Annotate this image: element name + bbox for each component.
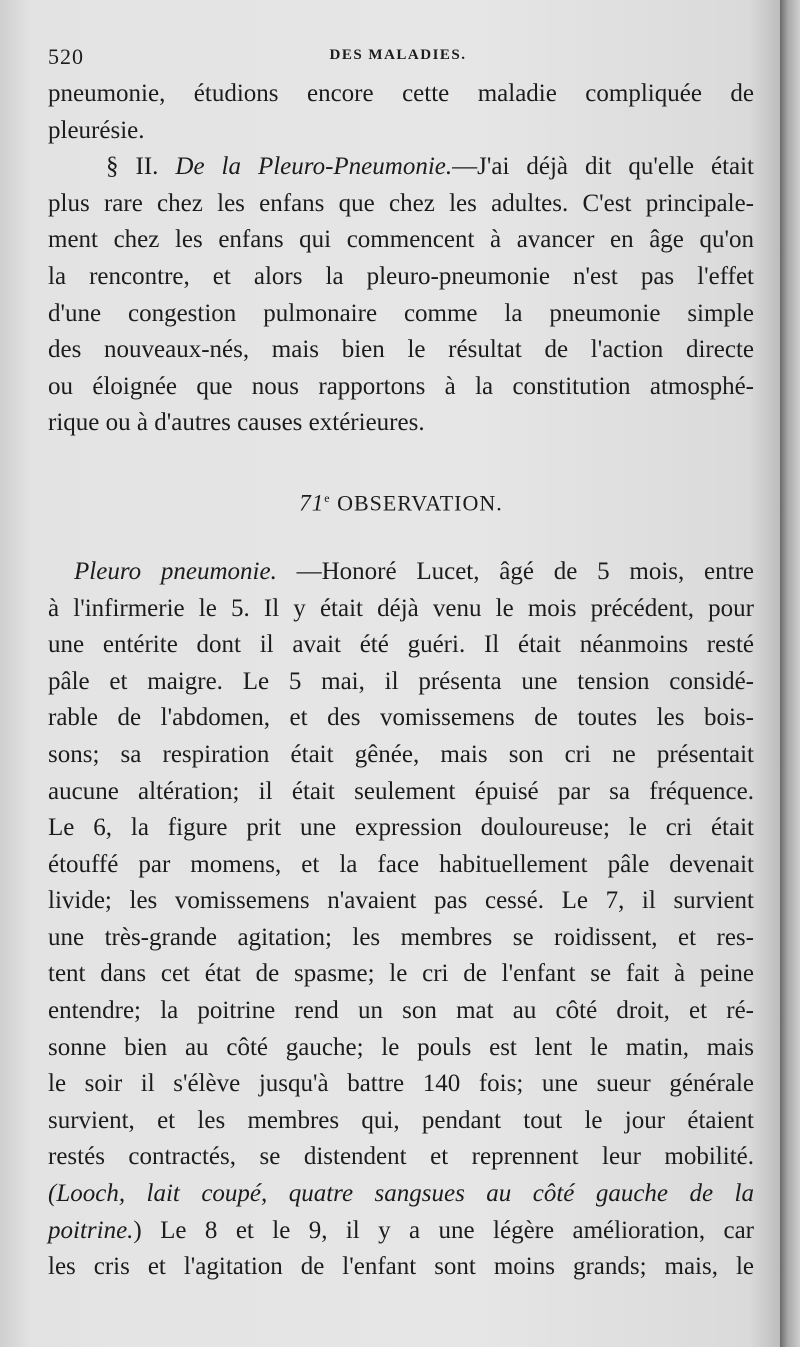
text-fragment: —J'ai déjà dit qu'elle était bbox=[452, 153, 755, 181]
page-header bbox=[48, 44, 748, 74]
text-line: aucune altération; il était seulement épuisé par sa fréquence. bbox=[48, 777, 754, 805]
observation-suffix: e bbox=[324, 490, 331, 505]
text-line: pneumonie, étudions encore cette maladie compliquée de bbox=[48, 80, 754, 107]
page-edge bbox=[780, 0, 800, 1347]
page-number: 520 bbox=[48, 44, 84, 69]
text-line: pâle et maigre. Le 5 mai, il présenta une tension considé- bbox=[48, 667, 754, 695]
spacer bbox=[48, 442, 754, 478]
text-line: d'une congestion pulmonaire comme la pneumonie simple bbox=[48, 299, 754, 327]
text-line: ou éloignée que nous rapportons à la constitution atmosphé- bbox=[48, 372, 754, 400]
text-line: tent dans cet état de spasme; le cri de l'enfant se fait à peine bbox=[48, 960, 754, 988]
section-title: De la Pleuro-Pneumonie. bbox=[175, 153, 453, 181]
text-line: sonne bien au côté gauche; le pouls est lent le matin, mais bbox=[48, 1033, 754, 1061]
text-line: une entérite dont il avait été guéri. Il était néanmoins resté bbox=[48, 631, 754, 659]
section-mark: § II. bbox=[106, 153, 159, 181]
text-line: étouffé par momens, et la face habituellement pâle devenait bbox=[48, 850, 754, 878]
section-heading-line bbox=[48, 149, 754, 186]
mixed-line bbox=[48, 1213, 754, 1250]
text-fragment: —Honoré Lucet, âgé de 5 mois, entre bbox=[276, 557, 754, 585]
text-fragment-italic: poitrine. bbox=[48, 1216, 134, 1244]
text-line: rique ou à d'autres causes extérieures. bbox=[48, 409, 425, 437]
text-line: restés contractés, se distendent et reprennent leur mobilité. bbox=[48, 1143, 754, 1171]
text-line: le soir il s'élève jusqu'à battre 140 fois; une sueur générale bbox=[48, 1070, 754, 1098]
text-line: plus rare chez les enfans que chez les adultes. C'est principale- bbox=[48, 189, 754, 217]
case-lead: Pleuro pneumonie. bbox=[74, 557, 277, 585]
observation-number: 71 bbox=[299, 490, 325, 516]
text-line: pleurésie. bbox=[48, 116, 145, 144]
text-line: des nouveaux-nés, mais bien le résultat de l'action directe bbox=[48, 336, 754, 364]
case-first-line bbox=[48, 554, 754, 591]
text-line: la rencontre, et alors la pleuro-pneumonie n'est pas l'effet bbox=[48, 262, 754, 290]
observation-heading bbox=[48, 478, 754, 518]
body-text bbox=[48, 76, 754, 1286]
text-line: entendre; la poitrine rend un son mat au côté droit, et ré- bbox=[48, 997, 754, 1025]
text-line: les cris et l'agitation de l'enfant sont moins grands; mais, le bbox=[48, 1253, 754, 1281]
text-line: ment chez les enfans qui commencent à avancer en âge qu'on bbox=[48, 226, 754, 254]
running-head: DES MALADIES. bbox=[329, 47, 467, 63]
text-line: survient, et les membres qui, pendant tout le jour étaient bbox=[48, 1106, 754, 1134]
text-line: sons; sa respiration était gênée, mais son cri ne présentait bbox=[48, 740, 754, 768]
text-line: livide; les vomissemens n'avaient pas cessé. Le 7, il survient bbox=[48, 887, 754, 915]
spacer bbox=[48, 518, 754, 554]
text-line-italic: (Looch, lait coupé, quatre sangsues au côté gauche de la bbox=[48, 1180, 754, 1208]
text-line: rable de l'abdomen, et des vomissemens de toutes les bois- bbox=[48, 704, 754, 732]
text-line: à l'infirmerie le 5. Il y était déjà venu le mois précédent, pour bbox=[48, 594, 754, 622]
text-line: Le 6, la figure prit une expression douloureuse; le cri était bbox=[48, 814, 754, 842]
text-line: une très-grande agitation; les membres se roidissent, et res- bbox=[48, 923, 754, 951]
observation-title: OBSERVATION. bbox=[337, 490, 503, 516]
text-fragment: ) Le 8 et le 9, il y a une légère amélioration, car bbox=[133, 1216, 754, 1244]
